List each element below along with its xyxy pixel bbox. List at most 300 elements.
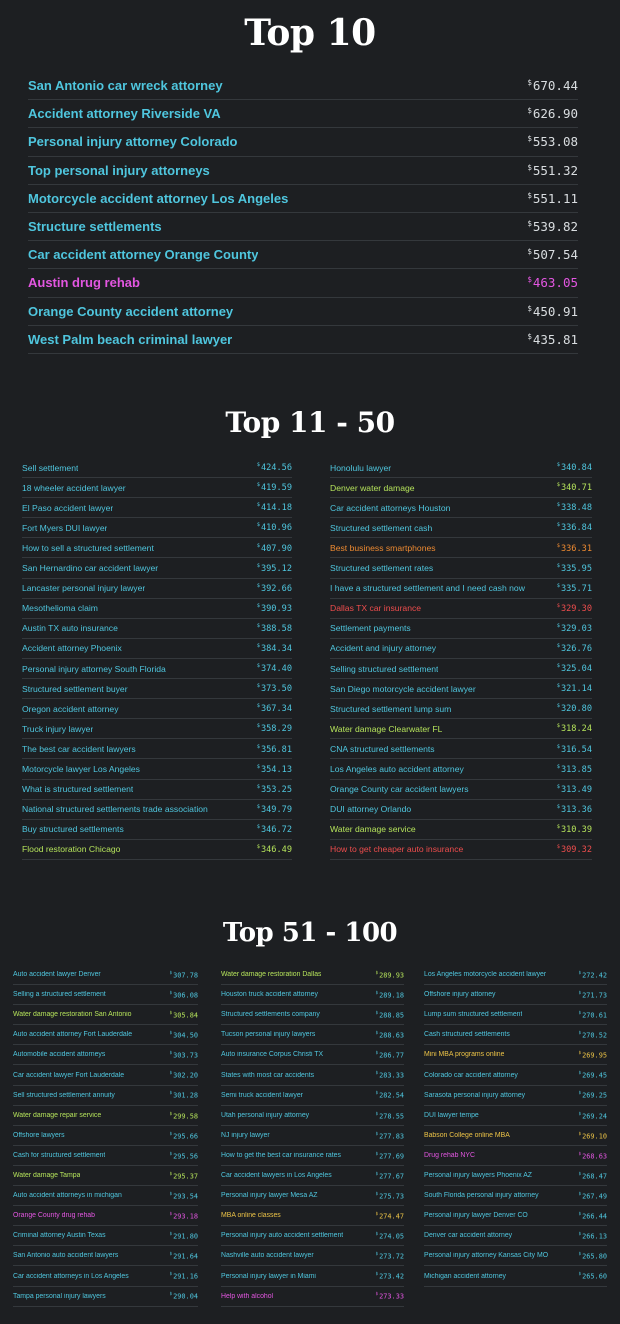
keyword-row [22,679,292,699]
keyword-cpc-value [579,1050,607,1059]
currency-symbol: $ [527,134,532,144]
currency-symbol: $ [375,1150,379,1156]
keyword-cpc-value [257,723,292,734]
keyword-label: Drug rehab NYC [424,1151,475,1159]
keyword-cpc-value [257,563,292,574]
keyword-label: Accident attorney Phoenix [22,643,122,654]
cpc-amount: 318.24 [560,724,592,735]
cpc-amount: 289.93 [379,971,404,980]
currency-symbol: $ [256,643,260,649]
currency-symbol: $ [556,643,560,649]
cpc-amount: 269.25 [582,1091,607,1100]
keyword-cpc-value [257,824,292,835]
keyword-row [330,498,592,518]
cpc-amount: 286.77 [379,1051,404,1060]
keyword-row [330,679,592,699]
cpc-amount: 291.64 [173,1252,198,1261]
section-title-top-11-50: Top 11 - 50 [225,406,395,439]
keyword-cpc-value [376,1030,404,1039]
currency-symbol: $ [527,275,532,285]
cpc-amount: 392.66 [260,583,292,594]
keyword-cpc-value [579,1211,607,1220]
keyword-cpc-value [557,784,592,795]
keyword-label: Auto accident attorney Fort Lauderdale [13,1031,133,1039]
currency-symbol: $ [375,1070,379,1076]
keyword-cpc-value [557,563,592,574]
keyword-label: Fort Myers DUI lawyer [22,522,108,533]
currency-symbol: $ [256,622,260,629]
keyword-cpc-value [257,502,292,513]
keyword-label: Personal injury auto accident settlement [221,1232,344,1240]
cpc-amount: 313.36 [560,804,592,815]
currency-symbol: $ [556,502,560,509]
keyword-cpc-value [527,332,578,347]
currency-symbol: $ [169,1251,173,1257]
currency-symbol: $ [169,1231,173,1237]
keyword-row [221,1287,404,1307]
cpc-amount: 346.49 [260,844,292,855]
currency-symbol: $ [556,622,560,629]
keyword-cpc-value [170,1131,198,1140]
currency-symbol: $ [256,602,260,609]
keyword-label: Oregon accident attorney [22,703,119,714]
keyword-row [28,269,578,297]
currency-symbol: $ [578,1190,582,1196]
cpc-amount: 277.69 [379,1152,404,1161]
keyword-label: Sarasota personal injury attorney [424,1091,526,1099]
cpc-amount: 275.73 [379,1192,404,1201]
keyword-cpc-value [527,191,578,206]
keyword-label: DUI lawyer tempe [424,1111,479,1119]
keyword-label: Denver water damage [330,482,415,493]
currency-symbol: $ [256,522,260,529]
currency-symbol: $ [578,1070,582,1076]
keyword-row [22,559,292,579]
keyword-cpc-value [527,219,578,234]
keyword-label: San Antonio auto accident lawyers [13,1252,119,1260]
keyword-label: Motorcycle lawyer Los Angeles [22,764,140,775]
keyword-row [13,1126,198,1146]
cpc-amount: 507.54 [532,247,578,263]
cpc-amount: 303.73 [173,1051,198,1060]
keyword-cpc-value [579,970,607,979]
keyword-cpc-value [376,1211,404,1220]
keyword-row [330,518,592,538]
currency-symbol: $ [578,1130,582,1136]
keyword-row [221,1066,404,1086]
keyword-label: Criminal attorney Austin Texas [13,1232,106,1240]
keyword-row [330,719,592,739]
keyword-row [28,72,578,100]
keyword-label: DUI attorney Orlando [330,804,412,815]
currency-symbol: $ [556,482,560,489]
keyword-cpc-value [579,1231,607,1240]
cpc-amount: 288.63 [379,1031,404,1040]
keyword-label: Utah personal injury attorney [221,1111,310,1119]
keyword-cpc-value [579,1251,607,1260]
cpc-amount: 290.04 [173,1292,198,1301]
keyword-row [22,478,292,498]
keyword-label: Water damage restoration Dallas [221,971,322,979]
cpc-amount: 274.47 [379,1212,404,1221]
cpc-amount: 358.29 [260,724,292,735]
keyword-cpc-value [579,1191,607,1200]
keyword-cpc-value [376,1291,404,1300]
cpc-amount: 539.82 [532,219,578,235]
keyword-label: Mesothelioma claim [22,603,98,614]
keyword-label: Car accident lawyer Fort Lauderdale [13,1071,125,1079]
keyword-cpc-value [376,1251,404,1260]
cpc-amount: 450.91 [532,303,578,319]
keyword-cpc-value [579,1090,607,1099]
keyword-cpc-value [579,990,607,999]
cpc-amount: 326.76 [560,643,592,654]
keyword-row [22,719,292,739]
keyword-label: Babson College online MBA [424,1131,510,1139]
keyword-cpc-value [170,1151,198,1160]
keyword-row [424,1025,607,1045]
keyword-row [330,478,592,498]
keyword-row [22,699,292,719]
currency-symbol: $ [256,542,260,549]
currency-symbol: $ [169,969,173,975]
keyword-label: Auto accident lawyer Denver [13,971,101,979]
keyword-row [424,1126,607,1146]
currency-symbol: $ [256,462,260,469]
keyword-row [424,1146,607,1166]
keyword-row [424,1186,607,1206]
keyword-label: Cash structured settlements [424,1031,510,1039]
keyword-row [13,985,198,1005]
currency-symbol: $ [256,683,260,690]
keyword-cpc-value [257,643,292,654]
cpc-amount: 338.48 [560,503,592,514]
keyword-cpc-value [257,583,292,594]
currency-symbol: $ [578,1110,582,1116]
keyword-row [221,1186,404,1206]
keyword-row [330,538,592,558]
keyword-label: Lancaster personal injury lawyer [22,583,146,594]
keyword-cpc-value [579,1070,607,1079]
cpc-amount: 273.42 [379,1272,404,1281]
keyword-cpc-value [376,1111,404,1120]
keyword-label: Personal injury lawyer in Miami [221,1272,316,1280]
currency-symbol: $ [169,1150,173,1156]
cpc-amount: 268.47 [582,1172,607,1181]
keyword-label: Structured settlement rates [330,563,434,574]
cpc-amount: 269.10 [582,1131,607,1140]
currency-symbol: $ [375,1251,379,1257]
keyword-row [13,1166,198,1186]
keyword-row [22,639,292,659]
keyword-label: Accident and injury attorney [330,643,437,654]
section-title-top-51-100: Top 51 - 100 [222,918,398,948]
keyword-label: Tucson personal injury lawyers [221,1031,316,1039]
cpc-amount: 270.61 [582,1011,607,1020]
cpc-amount: 291.80 [173,1232,198,1241]
keyword-label: Cash for structured settlement [13,1151,106,1159]
keyword-row [221,1005,404,1025]
keyword-cpc-value [170,1211,198,1220]
keyword-label: Personal injury attorney Colorado [28,134,238,150]
keyword-row [28,185,578,213]
keyword-cpc-value [170,1291,198,1300]
keyword-label: Flood restoration Chicago [22,844,121,855]
keyword-row [22,538,292,558]
keyword-label: Car accident attorneys in Los Angeles [13,1272,129,1280]
keyword-row [330,639,592,659]
keyword-cpc-value [257,462,292,473]
keyword-row [22,659,292,679]
currency-symbol: $ [527,247,532,257]
keyword-cpc-value [170,1231,198,1240]
currency-symbol: $ [256,803,260,810]
keyword-label: Houston truck accident attorney [221,991,318,999]
currency-symbol: $ [256,823,260,830]
currency-symbol: $ [556,542,560,549]
keyword-cpc-value [257,804,292,815]
keyword-row [13,1206,198,1226]
currency-symbol: $ [169,1170,173,1176]
keyword-row [13,965,198,985]
keyword-cpc-value [376,970,404,979]
currency-symbol: $ [578,1050,582,1056]
keyword-row [424,1086,607,1106]
keyword-cpc-value [257,663,292,674]
keyword-label: Car accident lawyers in Los Angeles [221,1172,332,1180]
cpc-amount: 340.71 [560,483,592,494]
currency-symbol: $ [556,582,560,589]
keyword-row [330,659,592,679]
keyword-label: Motorcycle accident attorney Los Angeles [28,190,289,206]
keyword-cpc-value [557,663,592,674]
keyword-cpc-value [579,1131,607,1140]
keyword-row [13,1246,198,1266]
cpc-amount: 367.34 [260,704,292,715]
cpc-amount: 274.05 [379,1232,404,1241]
cpc-amount: 270.52 [582,1031,607,1040]
keyword-label: Top personal injury attorneys [28,162,210,178]
cpc-amount: 288.85 [379,1011,404,1020]
cpc-amount: 289.18 [379,991,404,1000]
keyword-row [330,800,592,820]
keyword-cpc-value [257,744,292,755]
keyword-row [424,965,607,985]
keyword-label: Settlement payments [330,623,411,634]
keyword-label: Dallas TX car insurance [330,603,422,614]
keyword-row [221,965,404,985]
currency-symbol: $ [375,1050,379,1056]
currency-symbol: $ [556,844,560,850]
currency-symbol: $ [256,482,260,489]
keyword-label: Structured settlement cash [330,522,433,533]
keyword-row [221,1106,404,1126]
currency-symbol: $ [375,1090,379,1096]
keyword-row [330,699,592,719]
keyword-cpc-value [527,78,578,93]
keyword-cpc-value [557,824,592,835]
keyword-label: The best car accident lawyers [22,743,136,754]
cpc-amount: 283.33 [379,1071,404,1080]
keyword-label: San Hernardino car accident lawyer [22,563,159,574]
currency-symbol: $ [527,162,532,172]
keyword-cpc-value [557,683,592,694]
currency-symbol: $ [256,763,260,770]
keyword-row [424,1005,607,1025]
keyword-label: CNA structured settlements [330,743,435,754]
keyword-row [28,100,578,128]
cpc-amount: 335.95 [560,563,592,574]
keyword-label: NJ injury lawyer [221,1131,270,1139]
keyword-row [22,760,292,780]
currency-symbol: $ [256,502,260,509]
currency-symbol: $ [556,562,560,569]
cpc-amount: 373.50 [260,684,292,695]
keyword-cpc-value [257,683,292,694]
currency-symbol: $ [556,663,560,670]
keyword-row [22,518,292,538]
currency-symbol: $ [527,219,532,229]
cpc-amount: 291.16 [173,1272,198,1281]
keyword-label: States with most car accidents [221,1071,315,1079]
currency-symbol: $ [375,989,379,995]
currency-symbol: $ [256,703,260,710]
keyword-label: Water damage service [330,824,416,835]
currency-symbol: $ [375,1271,379,1277]
keyword-row [22,458,292,478]
currency-symbol: $ [375,969,379,975]
keyword-row [330,840,592,860]
keyword-row [22,840,292,860]
keyword-cpc-value [376,1151,404,1160]
keyword-cpc-value [257,482,292,493]
keyword-label: Colorado car accident attorney [424,1071,518,1079]
keyword-row [13,1186,198,1206]
cpc-amount: 265.80 [582,1252,607,1261]
keyword-cpc-value [257,603,292,614]
keyword-label: What is structured settlement [22,784,134,795]
cpc-amount: 310.39 [560,824,592,835]
keyword-cpc-value [557,502,592,513]
currency-symbol: $ [375,1130,379,1136]
cpc-amount: 325.04 [560,663,592,674]
keyword-row [28,128,578,156]
keyword-label: Auto insurance Corpus Christi TX [221,1051,324,1059]
keyword-cpc-value [527,304,578,319]
keyword-cpc-value [557,703,592,714]
cpc-amount: 278.55 [379,1111,404,1120]
cpc-amount: 329.30 [560,603,592,614]
currency-symbol: $ [256,582,260,589]
currency-symbol: $ [169,1010,173,1016]
keyword-row [330,739,592,759]
keyword-label: West Palm beach criminal lawyer [28,331,233,347]
keyword-label: San Diego motorcycle accident lawyer [330,683,476,694]
currency-symbol: $ [169,1090,173,1096]
currency-symbol: $ [527,106,532,116]
keyword-cpc-value [557,844,592,855]
keyword-cpc-value [557,764,592,775]
keyword-cpc-value [170,1070,198,1079]
currency-symbol: $ [256,562,260,569]
keyword-cpc-value [557,744,592,755]
keyword-cpc-value [557,482,592,493]
keyword-cpc-value [579,1171,607,1180]
keyword-row [22,579,292,599]
currency-symbol: $ [169,1030,173,1036]
keyword-cpc-value [527,134,578,149]
keyword-row [424,1246,607,1266]
keyword-row [221,1267,404,1287]
keyword-label: Personal injury lawyer Mesa AZ [221,1192,318,1200]
keyword-row [28,326,578,354]
cpc-amount: 316.54 [560,744,592,755]
keyword-row [13,1267,198,1287]
keyword-row [22,780,292,800]
keyword-row [330,820,592,840]
keyword-cpc-value [257,784,292,795]
cpc-amount: 395.12 [260,563,292,574]
keyword-cpc-value [557,583,592,594]
keyword-label: Water damage Clearwater FL [330,723,443,734]
keyword-cpc-value [376,990,404,999]
cpc-amount: 293.18 [173,1212,198,1221]
currency-symbol: $ [556,803,560,810]
keyword-label: Accident attorney Riverside VA [28,106,221,122]
currency-symbol: $ [256,663,260,670]
cpc-amount: 282.54 [379,1091,404,1100]
keyword-cpc-value [170,1191,198,1200]
currency-symbol: $ [256,743,260,750]
currency-symbol: $ [527,190,532,200]
keyword-cpc-value [376,1191,404,1200]
keyword-cpc-value [376,1090,404,1099]
currency-symbol: $ [169,1050,173,1056]
keyword-cpc-value [257,764,292,775]
cpc-amount: 306.08 [173,991,198,1000]
keyword-cpc-value [527,163,578,178]
keyword-row [22,820,292,840]
cpc-amount: 626.90 [532,106,578,122]
cpc-amount: 670.44 [532,78,578,94]
cpc-amount: 388.58 [260,623,292,634]
cpc-amount: 329.03 [560,623,592,634]
currency-symbol: $ [375,1211,379,1217]
keyword-label: Car accident attorney Orange County [28,247,259,263]
cpc-amount: 307.78 [173,971,198,980]
keyword-cpc-value [579,1151,607,1160]
keyword-row [28,213,578,241]
cpc-amount: 335.71 [560,583,592,594]
keyword-label: Personal injury attorney Kansas City MO [424,1252,549,1260]
cpc-amount: 346.72 [260,824,292,835]
keyword-cpc-value [557,603,592,614]
currency-symbol: $ [556,703,560,710]
keyword-row [13,1025,198,1045]
currency-symbol: $ [256,844,260,850]
keyword-cpc-value [376,1010,404,1019]
currency-symbol: $ [169,1130,173,1136]
keyword-row [13,1045,198,1065]
keyword-cpc-value [579,1010,607,1019]
cpc-amount: 313.49 [560,784,592,795]
keyword-cpc-value [170,970,198,979]
keyword-row [221,1025,404,1045]
keyword-row [22,800,292,820]
keyword-label: Automobile accident attorneys [13,1051,106,1059]
keyword-row [330,559,592,579]
keyword-row [330,458,592,478]
